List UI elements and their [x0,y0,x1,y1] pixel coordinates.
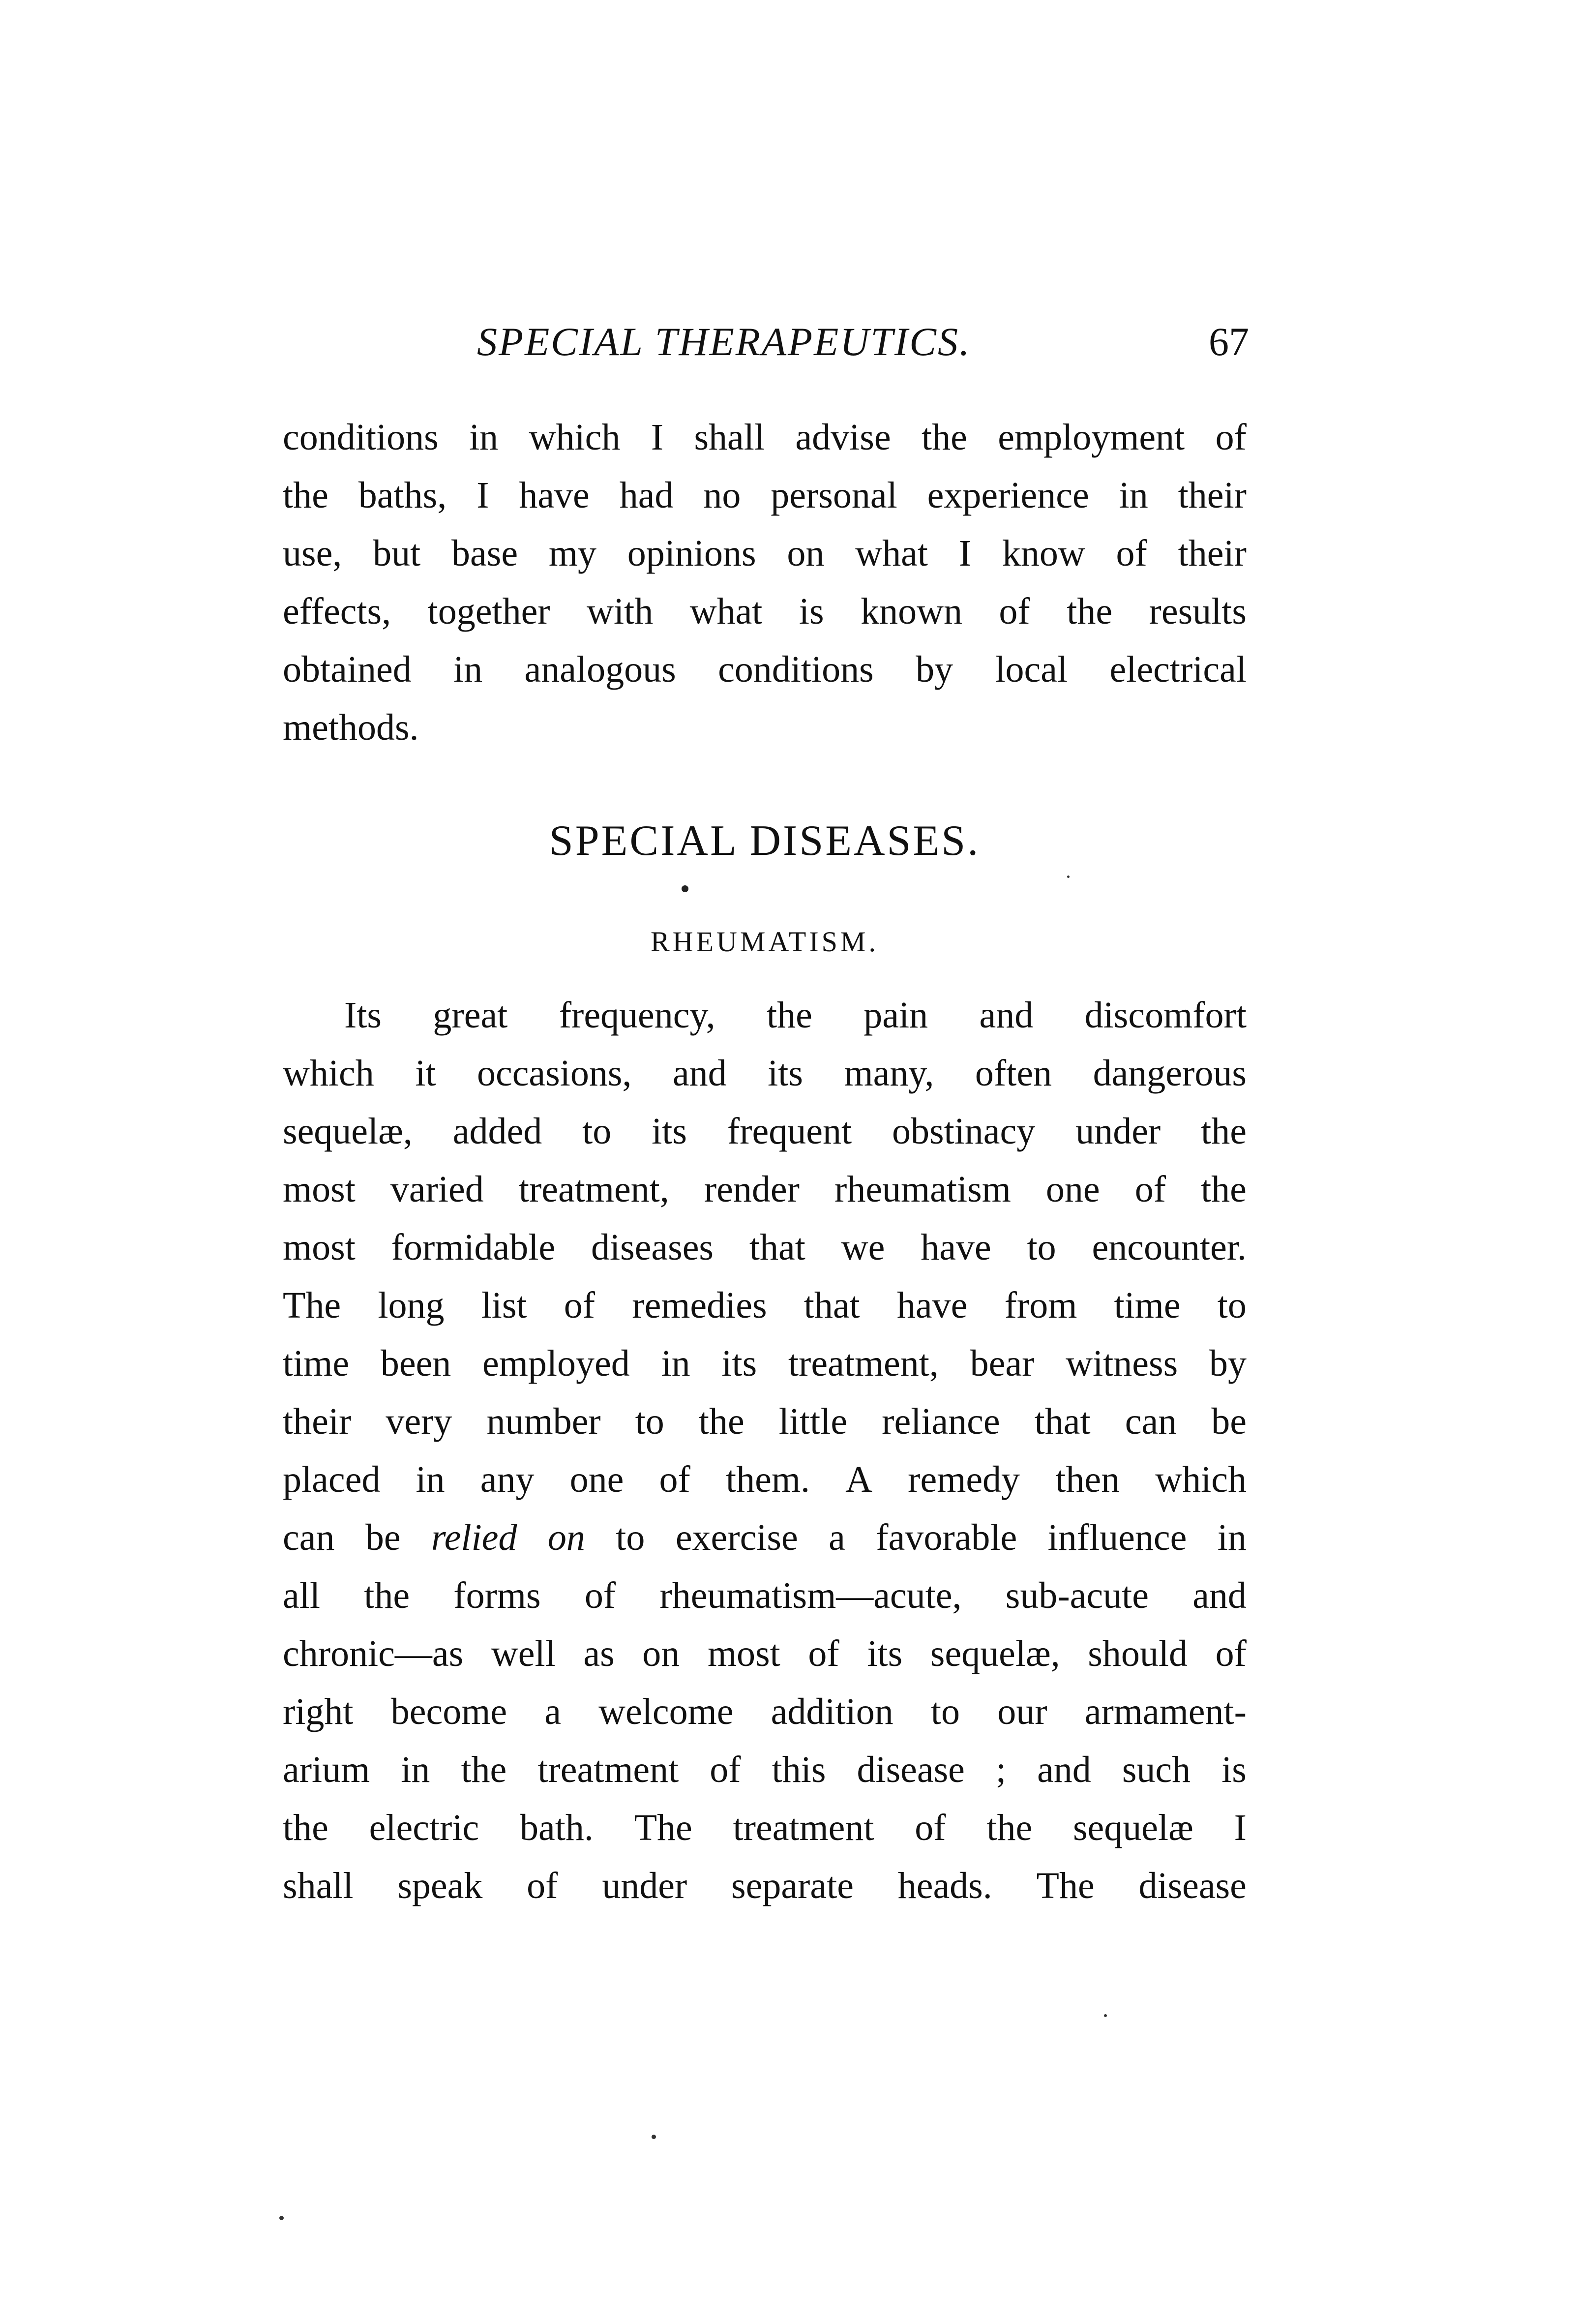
text-line [283,1334,1247,1392]
word: bath. [519,1807,594,1848]
word: treatment [537,1749,679,1790]
word: employment [998,417,1185,458]
word: and [672,1053,727,1094]
word: my [548,533,596,574]
word: conditions [718,649,874,690]
word: discomfort [1084,995,1247,1036]
word: most [283,1227,356,1268]
word: shall [694,417,765,458]
word: should [1088,1633,1188,1674]
word: have [519,475,590,516]
word: many, [844,1053,934,1094]
word: opinions [627,533,756,574]
word: well [491,1633,556,1674]
scan-speck [652,2135,656,2139]
word: is [799,591,824,632]
text-line [283,986,1247,1044]
word: as [583,1633,615,1674]
word: pain [863,995,928,1036]
word: welcome [598,1691,734,1732]
word: of [1215,417,1247,458]
word: I [958,533,972,574]
word: electrical [1109,649,1247,690]
word: shall [283,1865,354,1906]
word: known [861,591,962,632]
word: varied [390,1169,484,1210]
word: the [1201,1169,1247,1210]
word: one [1045,1169,1100,1210]
word: that [804,1285,860,1326]
word: of [710,1749,741,1790]
text-line [283,408,1247,466]
word: of [1116,533,1147,574]
scan-speck [279,2216,284,2220]
word: disease [1138,1865,1247,1906]
word: of [584,1575,616,1616]
word: separate [731,1865,854,1906]
word: on [547,1517,585,1558]
word: I [651,417,664,458]
word: to [1027,1227,1056,1268]
word: of [808,1633,839,1674]
word: conditions [283,417,439,458]
word: their [1178,533,1247,574]
word: remedy [908,1459,1020,1500]
word: of [659,1459,690,1500]
word: obstinacy [892,1111,1036,1152]
text-line [283,1450,1247,1509]
word: become [390,1691,507,1732]
text-line [283,1102,1247,1160]
text-line [283,1160,1247,1218]
word: that [1034,1401,1091,1442]
word: a [829,1517,845,1558]
word: them. [726,1459,810,1500]
word: in [401,1749,430,1790]
word: remedies [632,1285,767,1326]
word: frequency, [559,995,715,1036]
word: have [896,1285,968,1326]
word: sequelæ [1072,1807,1193,1848]
word: to [582,1111,612,1152]
word: forms [453,1575,541,1616]
word: their [1178,475,1247,516]
text-line [283,1625,1247,1683]
word: render [704,1169,800,1210]
word: sequelæ, [283,1111,413,1152]
word: chronic—as [283,1633,464,1674]
text-line [283,1218,1247,1276]
word: bear [970,1343,1035,1384]
word: in [1119,475,1148,516]
word: most [707,1633,780,1674]
word: had [619,475,674,516]
word: to [1217,1285,1247,1326]
text-line [283,1741,1247,1799]
word: then [1055,1459,1120,1500]
word: by [916,649,953,690]
word: all [283,1575,320,1616]
word: any [480,1459,535,1500]
word: such [1122,1749,1191,1790]
word: under [1075,1111,1161,1152]
word: local [995,649,1068,690]
section-subheading: RHEUMATISM. [651,926,879,958]
word: but [373,533,421,574]
word: the [283,475,328,516]
word: that [749,1227,805,1268]
word: rheumatism—acute, [659,1575,962,1616]
word: which [283,1053,374,1094]
word: what [855,533,928,574]
word: can [283,1517,335,1558]
word: little [778,1401,848,1442]
word: often [975,1053,1052,1094]
text-line [283,1683,1247,1741]
word: great [433,995,508,1036]
word: A [845,1459,873,1500]
word: the [461,1749,507,1790]
word: very [386,1401,452,1442]
word: long [378,1285,445,1326]
word: electric [369,1807,479,1848]
word: results [1149,591,1247,632]
word: its [721,1343,757,1384]
word: added [452,1111,542,1152]
word: time [1114,1285,1181,1326]
word: together [427,591,550,632]
word: on [787,533,825,574]
word: can [1125,1401,1177,1442]
word: baths, [358,475,447,516]
text-line [283,698,1247,756]
word: frequent [727,1111,852,1152]
running-title: SPECIAL THERAPEUTICS. [477,319,971,364]
word: to [635,1401,664,1442]
word: most [283,1169,356,1210]
ornament-dot [682,885,688,892]
word: the [283,1807,328,1848]
text-line [283,1567,1247,1625]
text-line [283,640,1247,698]
word: of [1215,1633,1247,1674]
word: of [999,591,1030,632]
word: the [698,1401,744,1442]
word: obtained [283,649,412,690]
word: and [1192,1575,1247,1616]
text-line [283,582,1247,640]
word: I [476,475,489,516]
word: a [544,1691,561,1732]
word: which [1155,1459,1247,1500]
word: been [380,1343,451,1384]
word: have [921,1227,991,1268]
word: the [921,417,967,458]
word: placed [283,1459,381,1500]
word: list [481,1285,527,1326]
word: encounter. [1092,1227,1247,1268]
word: the [1201,1111,1247,1152]
word: treatment [733,1807,874,1848]
word: one [569,1459,624,1500]
word: number [486,1401,601,1442]
word: addition [771,1691,893,1732]
word: reliance [882,1401,1000,1442]
word: influence [1047,1517,1187,1558]
word: witness [1066,1343,1178,1384]
word: right [283,1691,354,1732]
word: occasions, [476,1053,632,1094]
word: of [1134,1169,1166,1210]
word: the [364,1575,410,1616]
text-line [283,1509,1247,1567]
word: in [416,1459,445,1500]
word: no [703,475,741,516]
word: this [772,1749,826,1790]
text-line [283,1392,1247,1450]
word: heads. [897,1865,992,1906]
text-line [283,466,1247,524]
word: effects, [283,591,391,632]
word: base [451,533,518,574]
paragraph-continued [283,408,1247,756]
word: is [1221,1749,1247,1790]
word: The [1036,1865,1095,1906]
word: and [1037,1749,1091,1790]
word: in [469,417,499,458]
word: formidable [391,1227,556,1268]
word: we [841,1227,885,1268]
word: relied [431,1517,517,1558]
word: methods. [283,707,419,748]
word: of [527,1865,558,1906]
word: be [1211,1401,1247,1442]
word: with [587,591,654,632]
word: advise [795,417,891,458]
word: of [915,1807,946,1848]
word: treatment, [788,1343,939,1384]
word: sub-acute [1005,1575,1149,1616]
word: I [1234,1807,1247,1848]
paragraph-rheumatism [283,986,1247,1915]
word: our [997,1691,1047,1732]
word: in [453,649,483,690]
word: under [602,1865,687,1906]
word: disease [857,1749,965,1790]
word: personal [771,475,897,516]
word: by [1209,1343,1247,1384]
word: what [689,591,763,632]
word: employed [482,1343,630,1384]
word: in [661,1343,690,1384]
word: to [930,1691,960,1732]
word: on [642,1633,680,1674]
word: to [616,1517,645,1558]
text-line [283,524,1247,582]
word: The [634,1807,692,1848]
word: its [652,1111,687,1152]
word: armament- [1084,1691,1247,1732]
word: and [979,995,1034,1036]
word: know [1002,533,1085,574]
word: diseases [591,1227,714,1268]
word: Its [344,995,382,1036]
word: its [768,1053,803,1094]
word: experience [927,475,1089,516]
word: the [986,1807,1033,1848]
word: sequelæ, [930,1633,1060,1674]
word: from [1004,1285,1077,1326]
word: favorable [876,1517,1017,1558]
word: treatment, [518,1169,669,1210]
word: exercise [675,1517,798,1558]
text-line [283,1276,1247,1334]
word: The [283,1285,341,1326]
scan-speck [1067,875,1070,878]
word: the [1067,591,1113,632]
text-line [283,1044,1247,1102]
word: dangerous [1093,1053,1247,1094]
word: of [564,1285,595,1326]
word: ; [995,1749,1007,1790]
text-line [283,1799,1247,1857]
word: be [365,1517,401,1558]
text-line [283,1857,1247,1915]
word: the [767,995,812,1036]
word: their [283,1401,352,1442]
word: use, [283,533,342,574]
word: analogous [524,649,676,690]
page-number: 67 [1209,319,1249,364]
word: it [415,1053,436,1094]
word: arium [283,1749,370,1790]
word: in [1217,1517,1247,1558]
section-heading: SPECIAL DISEASES. [549,817,981,865]
word: rheumatism [834,1169,1011,1210]
word: which [529,417,621,458]
scan-speck [1104,2014,1107,2017]
word: time [283,1343,350,1384]
running-head [285,315,1249,369]
word: its [867,1633,903,1674]
word: speak [397,1865,483,1906]
